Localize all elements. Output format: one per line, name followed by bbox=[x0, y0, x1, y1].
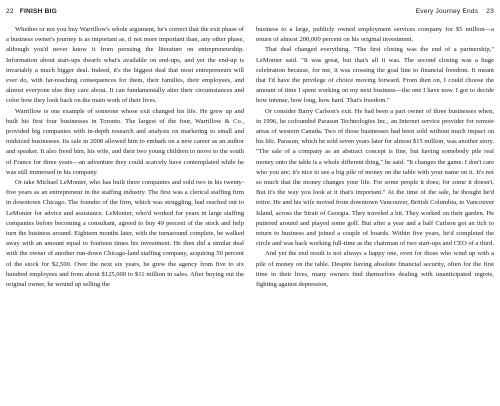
paragraph: Or consider Barry Carlson's exit. He had been a part owner of three businesses when, in 1996, he cofounded Parasun Technologies Inc., an Internet service provider for remote areas of western Canada. Two of those businesses had been sold without much impact on his life. Parasun, which he sold seven years later for almost $15 million, was another story. "The sale of a company as an abstract concept is fine, but having somebody pile real money onto the table is a whole different thing," he said. "It changes the game. I don't care who you are; it's nice to see a big pile of money on the table with your name on it. It's not so much that the money changes your life. For some people it does; for some it doesn't. But it's the way you look at it that's important." At the time of the sale, he thought he'd retire. He and his wife moved from downtown Vancouver, British Columbia, to Vancouver Island, across the Strait of Georgia. They traveled a bit. They worked on their garden. He puttered around and played some golf. But after a year and a half Carlson got an itch to return to business and joined a couple of boards. Within five years, he'd completed the circle and was back working full-time as the chairman of two start-ups and CEO of a third. bbox=[256, 107, 494, 248]
right-page-header bbox=[256, 8, 494, 22]
page-number: 23 bbox=[486, 8, 494, 15]
left-page bbox=[6, 8, 250, 402]
paragraph: And yet the end result is not always a happy one, even for those who wind up with a pile of money on the table. Despite having absolute financial security, often for the first time in their lives, many owners find themselves dealing with unanticipated regrets, fighting against depression, bbox=[256, 250, 494, 289]
running-head: Every Journey Ends bbox=[415, 8, 479, 15]
paragraph: Whether or not you buy Warrillow's whole argument, he's correct that the exit phase of a business owner's journey is as important as, if not more important than, any other phase, although you'd never know it from perusing the literature on entrepreneurship. Information about start-ups dwarfs what's available on end-ups, and yet the end-up is invariably a much bigger deal. Indeed, it's the biggest deal that most entrepreneurs will ever do, with far-reaching consequences for them, their families, their employees, and almost everyone else they care about. It can fundamentally alter their circumstances and color how they look back on the main work of their lives. bbox=[6, 26, 244, 105]
left-page-header bbox=[6, 8, 244, 22]
right-page bbox=[250, 8, 494, 402]
left-page-body bbox=[6, 25, 244, 290]
paragraph: business to a large, publicly owned employment services company for $5 million—a return of almost 200,000 percent on his original investment. bbox=[256, 26, 494, 44]
page-number: 22 bbox=[6, 8, 14, 15]
paragraph: Warrillow is one example of someone whose exit changed his life. He grew up and built his first four businesses in Toronto. The largest of the four, Warrillow & Co., provided big companies with in-depth research and analysis on marketing to small and midsized businesses. Its sale in 2008 allowed him to embark on a new career as an author and speaker. It also freed him, his wife, and their two young children to move to the south of France for three years—an adventure they could scarcely have contemplated while he was still immersed in his company. bbox=[6, 107, 244, 176]
paragraph: That deal changed everything. "The first closing was the end of a partnership," LeMonier said. "It was great, but that's all it was. The second closing was a huge celebration because, for me, it was crossing the goal line to financial freedom. It meant that I'd have the privilege of choice moving forward. From then on, I could choose the amount of time I spent working on my next business—the one I have now. I got to decide how intense, how long, how hard. That's freedom." bbox=[256, 46, 494, 105]
paragraph: Or take Michael LeMonier, who has built three companies and sold two in his twenty-five years as an entrepreneur in the staffing industry. The first was a clerical staffing firm in downtown Chicago. The founder of the firm, which was struggling, had reached out to LeMonier for advice and assistance. LeMonier, who'd worked for years in large staffing companies before becoming a consultant, agreed to buy 49 percent of the stock and help turn the business around. Eighteen months later, with the turnaround complete, he walked away with an amount equal to fourteen times his investment. He then did a similar deal with the owner of another run-down Chicago-land staffing company, acquiring 50 percent of the stock for $2,500. Over the next six years, he grew the agency from five to six hundred employees and from about $125,000 to $11 million in sales. After buying out the original owner, he wound up selling the bbox=[6, 179, 244, 289]
running-head: FINISH BIG bbox=[19, 8, 57, 15]
right-page-body bbox=[256, 25, 494, 290]
